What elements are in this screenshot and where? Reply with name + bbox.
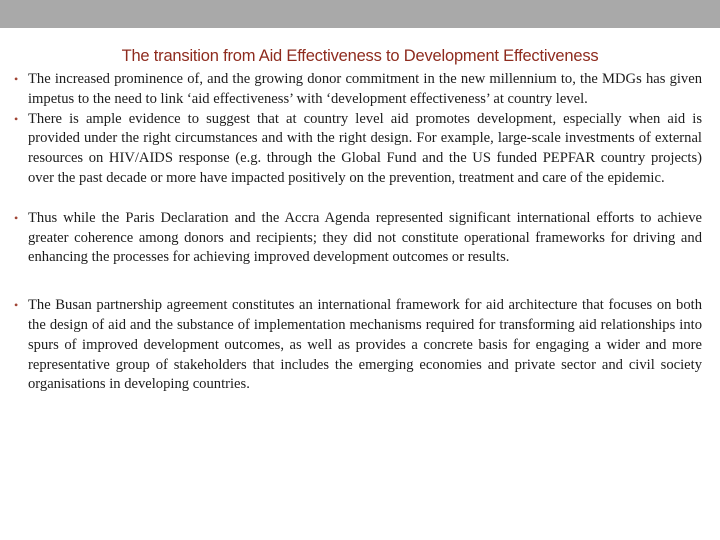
bullet-item	[14, 296, 702, 395]
bullet-text: Thus while the Paris Declaration and the Accra Agenda represented significant international efforts to achieve greater coherence among donors and recipients; they did not constitute operational frameworks for driving and enhancing the processes for achieving improved development outcomes or results.	[28, 209, 702, 266]
bullet-icon: •	[14, 298, 19, 313]
slide-title: The transition from Aid Effectiveness to Development Effectiveness	[121, 47, 599, 65]
bullet-list	[14, 70, 702, 395]
bullet-item	[14, 70, 702, 110]
bullet-icon: •	[14, 111, 19, 126]
top-decorative-band	[0, 0, 720, 28]
bullet-item	[14, 110, 702, 189]
bullet-item	[14, 209, 702, 268]
bullet-icon: •	[14, 210, 19, 225]
bullet-text: The Busan partnership agreement constitutes an international framework for aid architecture that focuses on both the design of aid and the substance of implementation mechanisms required for transforming aid relationships into spurs of improved development outcomes, as well as provides a concrete basis for engaging a wider and more representative group of stakeholders that includes the emerging economies and private sector and civil society organisations in developing countries.	[28, 297, 702, 393]
bullet-icon: •	[14, 72, 19, 86]
bullet-text: The increased prominence of, and the growing donor commitment in the new millennium to, the MDGs has given impetus to the need to link ‘aid effectiveness’ with ‘development effectiveness’ at country level.	[28, 71, 702, 107]
bullet-text: There is ample evidence to suggest that at country level aid promotes development, especially when aid is provided under the right circumstances and with the right design. For example, large-scale investments of external resources on HIV/AIDS response (e.g. through the Global Fund and the US funded PEPFAR country projects) over the past decade or more have impacted positively on the prevention, treatment and care of the epidemic.	[28, 110, 702, 186]
